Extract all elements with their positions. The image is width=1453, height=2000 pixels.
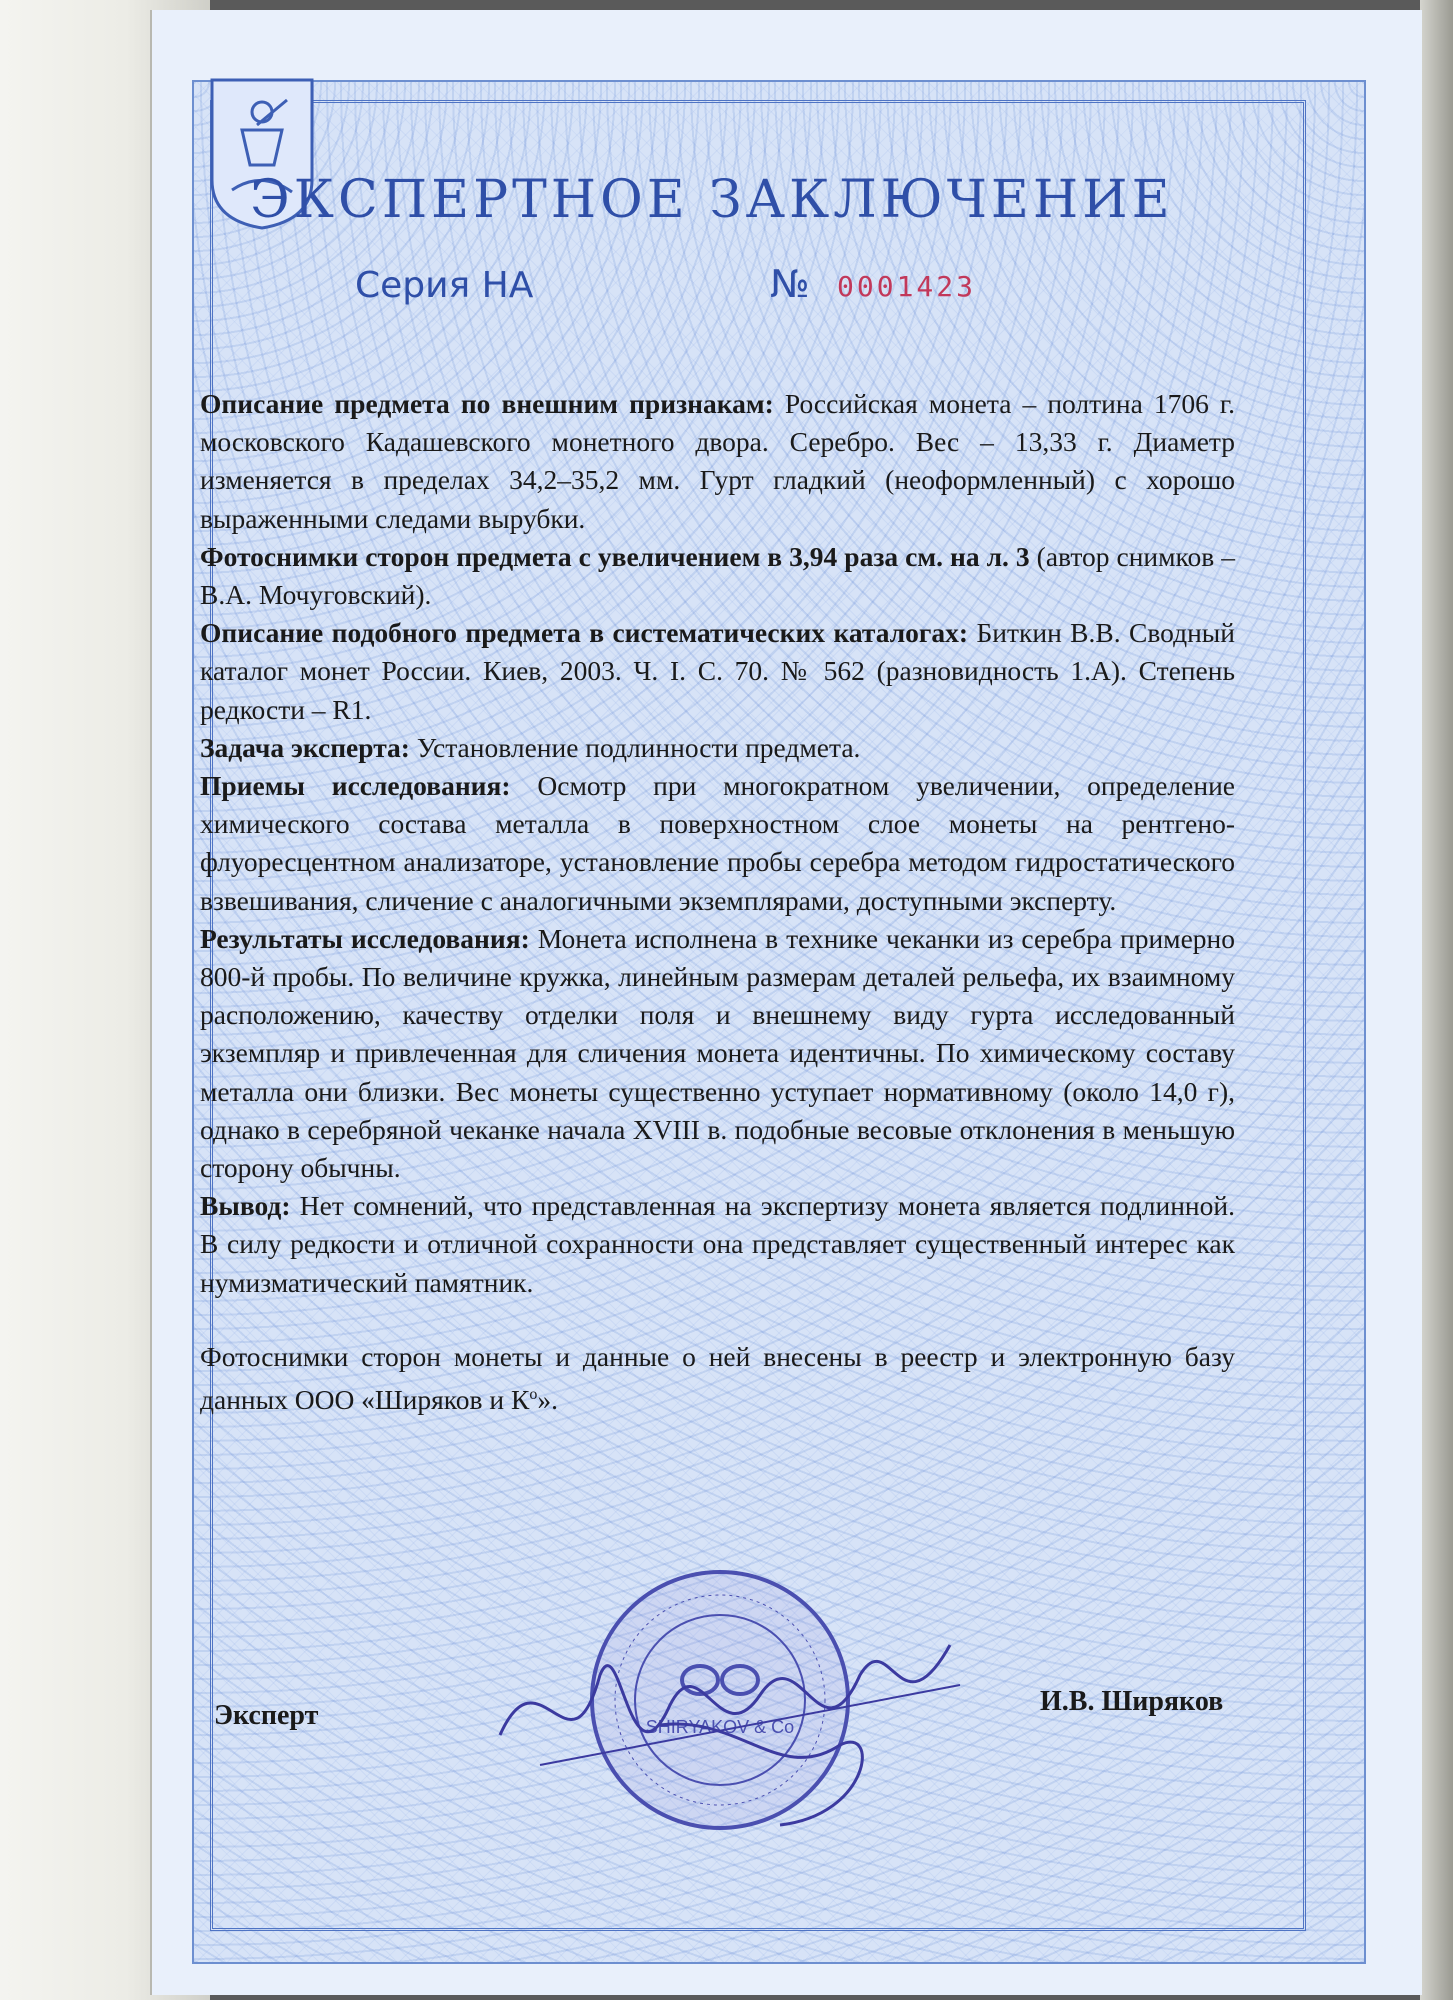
number-label: № bbox=[770, 262, 810, 306]
svg-text:SHIRYAKOV & Co: SHIRYAKOV & Co bbox=[645, 1717, 795, 1737]
document-title: ЭКСПЕРТНОЕ ЗАКЛЮЧЕНИЕ bbox=[250, 170, 1174, 230]
section-photos: Фотоснимки сторон предмета с увеличением в 3,94 раза см. на л. 3 (автор снимков – В.А. Мочуговский). bbox=[200, 540, 1235, 611]
page-edge bbox=[1420, 0, 1453, 2000]
section-methods: Приемы исследования: Осмотр при многократном увеличении, определение химического состава металла в поверхностном слое монеты на рентгено-флуоресцентном анализаторе, установление пробы серебра методом гидростатического взвешивания, сличение с аналогичными экземплярами, доступными эксперту. bbox=[200, 770, 1235, 916]
expert-label: Эксперт bbox=[214, 1700, 319, 1731]
document-series: Серия НА bbox=[355, 265, 534, 306]
document-number: 0001423 bbox=[837, 270, 977, 303]
expert-signature bbox=[480, 1585, 1000, 1845]
section-description: Описание предмета по внешним признакам: Российская монета – полтина 1706 г. московского Кадашевского монетного двора. Серебро. Вес – 13,33 г. Диаметр изменяется в пределах 34,2–35,2 мм. Гурт гладкий (неоформленный) с хорошо выраженными следами вырубки. bbox=[200, 388, 1235, 534]
section-conclusion: Вывод: Нет сомнений, что представленная на экспертизу монета является подлинной. В силу редкости и отличной сохранности она представляет существенный интерес как нумизматический памятник. bbox=[200, 1190, 1235, 1298]
section-catalogue: Описание подобного предмета в систематических каталогах: Биткин В.В. Сводный каталог монет России. Киев, 2003. Ч. I. С. 70. № 562 (разновидность 1.А). Степень редкости – R1. bbox=[200, 617, 1235, 725]
certificate-body bbox=[200, 385, 1235, 1419]
expert-name: И.В. Ширяков bbox=[1040, 1686, 1224, 1717]
registry-note: Фотоснимки сторон монеты и данные о ней внесены в реестр и электронную базу данных ООО «Ширяков и $К^о$». bbox=[200, 1340, 1235, 1416]
section-task: Задача эксперта: Установление подлинности предмета. bbox=[200, 731, 861, 763]
section-results: Результаты исследования: Монета исполнена в технике чеканки из серебра примерно 800-й пробы. По величине кружка, линейным размерам деталей рельефа, их взаимному расположению, качеству отделки поля и внешнему виду гурта исследованный экземпляр и привлеченная для сличения монета идентичны. По химическому составу металла они близки. Вес монеты существенно уступает нормативному (около 14,0 г), однако в серебряной чеканке начала XVIII в. подобные весовые отклонения в меньшую сторону обычны. bbox=[200, 922, 1236, 1184]
